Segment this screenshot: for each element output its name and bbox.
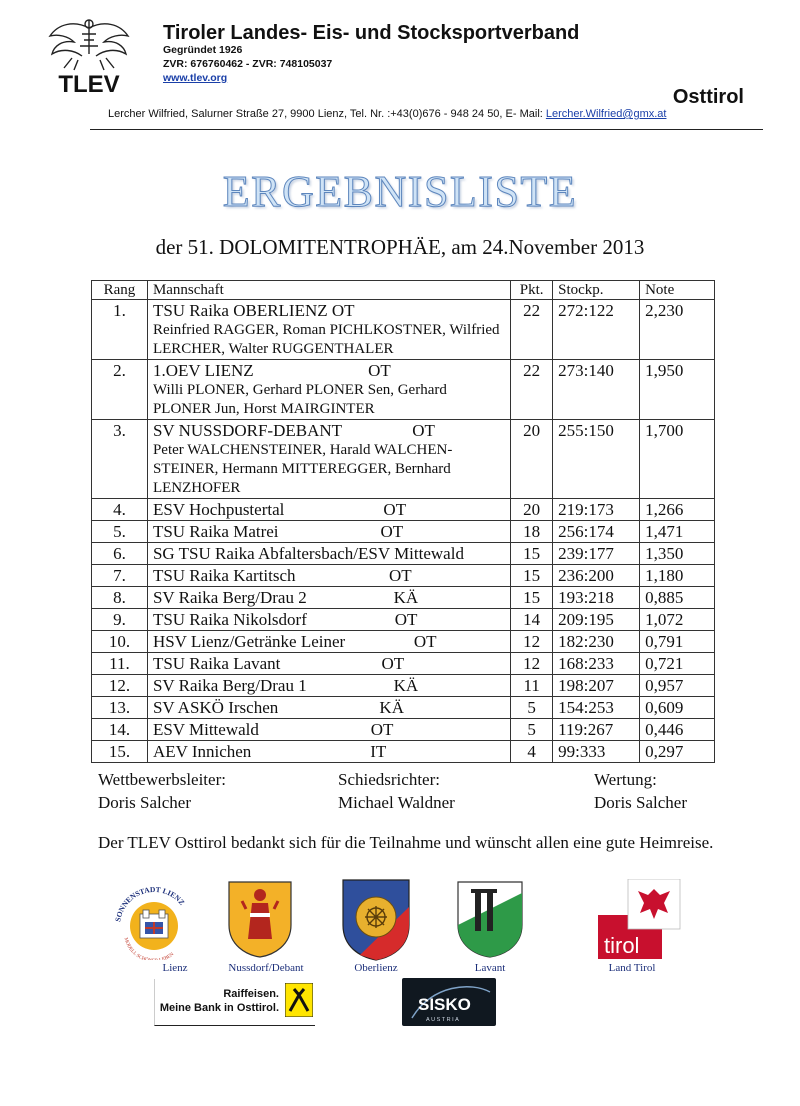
team-name: HSV Lienz/Getränke Leiner: [152, 632, 346, 651]
team-cell: [147, 719, 510, 741]
official-competition-director: [98, 768, 226, 814]
nussdorf-caption: Nussdorf/Debant: [228, 962, 304, 974]
stock-cell: 154:253: [553, 697, 640, 719]
team-region: OT: [368, 361, 391, 380]
raiffeisen-gable-icon: [285, 983, 313, 1017]
points-cell: 5: [511, 719, 553, 741]
stock-cell: 272:122: [553, 300, 640, 360]
lienz-emblem: [110, 880, 198, 960]
note-cell: 0,297: [640, 741, 715, 763]
team-cell: [147, 609, 510, 631]
sisko-logo: [402, 978, 496, 1026]
official-scoring: [594, 768, 687, 814]
rank-cell: 2.: [92, 360, 148, 420]
results-body: [92, 300, 715, 763]
team-name: TSU Raika OBERLIENZ OT: [152, 301, 355, 320]
team-line: [153, 521, 505, 542]
note-cell: 1,950: [640, 360, 715, 420]
sisko-name: SISKO: [418, 995, 471, 1014]
land-tirol-logo: [598, 879, 684, 961]
team-name: TSU Raika Matrei: [152, 522, 279, 541]
note-cell: 0,791: [640, 631, 715, 653]
team-line: [153, 631, 505, 652]
team-name: ESV Mittewald: [152, 720, 259, 739]
team-cell: [147, 653, 510, 675]
team-region: KÄ: [379, 698, 404, 717]
points-cell: 11: [511, 675, 553, 697]
stock-cell: 239:177: [553, 543, 640, 565]
team-region: OT: [381, 654, 405, 673]
table-row: [92, 675, 715, 697]
note-cell: 0,446: [640, 719, 715, 741]
team-name: SV Raika Berg/Drau 2: [152, 588, 307, 607]
points-cell: 12: [511, 653, 553, 675]
stock-cell: 209:195: [553, 609, 640, 631]
points-cell: 15: [511, 587, 553, 609]
rank-cell: 5.: [92, 521, 148, 543]
points-cell: 22: [511, 300, 553, 360]
lienz-caption: Lienz: [162, 962, 188, 974]
team-cell: [147, 631, 510, 653]
rank-cell: 12.: [92, 675, 148, 697]
team-region: OT: [413, 632, 437, 651]
header-team: Mannschaft: [147, 281, 510, 300]
stock-cell: 198:207: [553, 675, 640, 697]
note-cell: 1,471: [640, 521, 715, 543]
note-cell: 0,721: [640, 653, 715, 675]
lavant-caption: Lavant: [474, 962, 506, 974]
note-cell: 2,230: [640, 300, 715, 360]
raiffeisen-line2: Meine Bank in Osttirol.: [159, 1002, 279, 1014]
team-name: TSU Raika Kartitsch: [152, 566, 296, 585]
team-line: [153, 565, 505, 586]
org-name: Tiroler Landes- Eis- und Stocksportverband: [163, 22, 580, 44]
region-label: Osttirol: [672, 86, 744, 108]
official-name: Doris Salcher: [98, 793, 192, 812]
table-row: [92, 360, 715, 420]
table-row: [92, 631, 715, 653]
table-row: [92, 300, 715, 360]
stock-cell: 119:267: [553, 719, 640, 741]
team-cell: [147, 420, 510, 499]
table-row: [92, 543, 715, 565]
points-cell: 20: [511, 499, 553, 521]
lienz-ring-text: SONNENSTADT LIENZ: [113, 884, 187, 923]
team-cell: [147, 360, 510, 420]
page-title: ERGEBNISLISTE: [222, 167, 578, 216]
team-line: [153, 543, 505, 564]
rank-cell: 3.: [92, 420, 148, 499]
points-cell: 12: [511, 631, 553, 653]
table-row: [92, 521, 715, 543]
points-cell: 15: [511, 565, 553, 587]
rank-cell: 13.: [92, 697, 148, 719]
team-line: [153, 587, 505, 608]
stock-cell: 168:233: [553, 653, 640, 675]
zvr-numbers: ZVR: 676760462 - ZVR: 748105037: [163, 58, 333, 70]
team-name: 1.OEV LIENZ: [152, 361, 254, 380]
table-row: [92, 653, 715, 675]
team-line: [153, 697, 505, 718]
points-cell: 14: [511, 609, 553, 631]
note-cell: 1,266: [640, 499, 715, 521]
note-cell: 0,885: [640, 587, 715, 609]
contact-text: Lercher Wilfried, Salurner Straße 27, 9900 Lienz, Tel. Nr. :+43(0)676 - 948 24 50, E- Mail:: [108, 108, 546, 120]
team-cell: [147, 587, 510, 609]
table-row: [92, 719, 715, 741]
rank-cell: 7.: [92, 565, 148, 587]
tirol-word: tirol: [604, 933, 640, 958]
team-cell: [147, 741, 510, 763]
team-region: OT: [389, 566, 412, 585]
table-row: [92, 420, 715, 499]
team-line: [153, 719, 505, 740]
team-line: [153, 609, 505, 630]
note-cell: 1,072: [640, 609, 715, 631]
team-name: ESV Hochpustertal: [152, 500, 285, 519]
oberlienz-caption: Oberlienz: [354, 962, 398, 974]
contact-line: [108, 108, 666, 120]
points-cell: 18: [511, 521, 553, 543]
rank-cell: 14.: [92, 719, 148, 741]
team-name: SV ASKÖ Irschen: [152, 698, 279, 717]
stock-cell: 182:230: [553, 631, 640, 653]
team-region: OT: [383, 500, 407, 519]
rank-cell: 8.: [92, 587, 148, 609]
rank-cell: 6.: [92, 543, 148, 565]
table-row: [92, 499, 715, 521]
header-divider: [90, 129, 763, 130]
rank-cell: 15.: [92, 741, 148, 763]
team-cell: [147, 697, 510, 719]
note-cell: 0,609: [640, 697, 715, 719]
stock-cell: 236:200: [553, 565, 640, 587]
rank-cell: 11.: [92, 653, 148, 675]
rank-cell: 4.: [92, 499, 148, 521]
raiffeisen-line1: Raiffeisen.: [223, 988, 279, 1000]
team-players: Reinfried RAGGER, Roman PICHLKOSTNER, Wilfried LERCHER, Walter RUGGENTHALER: [152, 322, 500, 357]
team-name: TSU Raika Lavant: [152, 654, 281, 673]
oberlienz-crest: [340, 877, 412, 962]
team-cell: [147, 543, 510, 565]
official-role: Schiedsrichter:: [338, 770, 440, 789]
team-cell: [147, 565, 510, 587]
team-name: TSU Raika Nikolsdorf: [152, 610, 307, 629]
rank-cell: 1.: [92, 300, 148, 360]
table-row: [92, 697, 715, 719]
team-line: [153, 675, 505, 696]
rank-cell: 10.: [92, 631, 148, 653]
team-line: [153, 420, 505, 441]
results-table: [91, 280, 715, 763]
header-points: Pkt.: [511, 281, 553, 300]
team-region: OT: [412, 421, 435, 440]
tlev-logo: [44, 14, 134, 98]
raiffeisen-logo: [154, 979, 315, 1026]
stock-cell: 99:333: [553, 741, 640, 763]
team-line: [153, 300, 505, 321]
team-players: Peter WALCHENSTEINER, Harald WALCHEN-STEINER, Hermann MITTEREGGER, Bernhard LENZHOFER: [152, 442, 453, 496]
stock-cell: 273:140: [553, 360, 640, 420]
team-line: [153, 653, 505, 674]
team-cell: [147, 675, 510, 697]
table-row: [92, 565, 715, 587]
team-name: SG TSU Raika Abfaltersbach/ESV Mittewald: [152, 544, 464, 563]
official-name: Michael Waldner: [338, 793, 455, 812]
header-stock: Stockp.: [553, 281, 640, 300]
note-cell: 0,957: [640, 675, 715, 697]
team-region: KÄ: [393, 676, 419, 695]
header-rank: Rang: [92, 281, 148, 300]
tirol-caption: Land Tirol: [608, 962, 656, 974]
team-cell: [147, 300, 510, 360]
official-name: Doris Salcher: [594, 793, 688, 812]
website-link[interactable]: www.tlev.org: [163, 72, 228, 84]
sisko-sub: AUSTRIA: [426, 1017, 461, 1023]
team-region: OT: [394, 610, 418, 629]
official-referee: [338, 768, 455, 814]
nussdorf-debant-crest: [226, 879, 294, 959]
stock-cell: 219:173: [553, 499, 640, 521]
note-cell: 1,700: [640, 420, 715, 499]
official-role: Wettbewerbsleiter:: [98, 770, 226, 789]
team-name: SV NUSSDORF-DEBANT: [152, 421, 343, 440]
contact-email-link[interactable]: Lercher.Wilfried@gmx.at: [545, 108, 667, 120]
thanks-text: Der TLEV Osttirol bedankt sich für die Teilnahme und wünscht allen eine gute Heimreise.: [98, 833, 714, 852]
stock-cell: 193:218: [553, 587, 640, 609]
stock-cell: 256:174: [553, 521, 640, 543]
points-cell: 5: [511, 697, 553, 719]
stock-cell: 255:150: [553, 420, 640, 499]
team-region: OT: [380, 522, 404, 541]
table-header-row: [92, 281, 715, 300]
lienz-ring-bottom: MODELL SCH EBEN: [122, 937, 176, 960]
team-region: OT: [370, 720, 394, 739]
founded-text: Gegründet 1926: [163, 44, 243, 56]
team-name: SV Raika Berg/Drau 1: [152, 676, 307, 695]
page-subtitle: der 51. DOLOMITENTROPHÄE, am 24.November 2013: [155, 235, 645, 259]
note-cell: 1,350: [640, 543, 715, 565]
lavant-crest: [455, 879, 525, 959]
header-note: Note: [640, 281, 715, 300]
team-cell: [147, 521, 510, 543]
points-cell: 4: [511, 741, 553, 763]
logo-text: TLEV: [58, 71, 120, 98]
points-cell: 22: [511, 360, 553, 420]
team-region: KÄ: [393, 588, 419, 607]
team-line: [153, 360, 505, 381]
points-cell: 15: [511, 543, 553, 565]
team-line: [153, 499, 505, 520]
official-role: Wertung:: [594, 770, 657, 789]
team-players: Willi PLONER, Gerhard PLONER Sen, Gerhard PLONER Jun, Horst MAIRGINTER: [152, 382, 447, 417]
rank-cell: 9.: [92, 609, 148, 631]
table-row: [92, 587, 715, 609]
note-cell: 1,180: [640, 565, 715, 587]
team-name: AEV Innichen: [152, 742, 252, 761]
team-line: [153, 741, 505, 762]
team-cell: [147, 499, 510, 521]
team-region: IT: [370, 742, 387, 761]
table-row: [92, 609, 715, 631]
points-cell: 20: [511, 420, 553, 499]
table-row: [92, 741, 715, 763]
